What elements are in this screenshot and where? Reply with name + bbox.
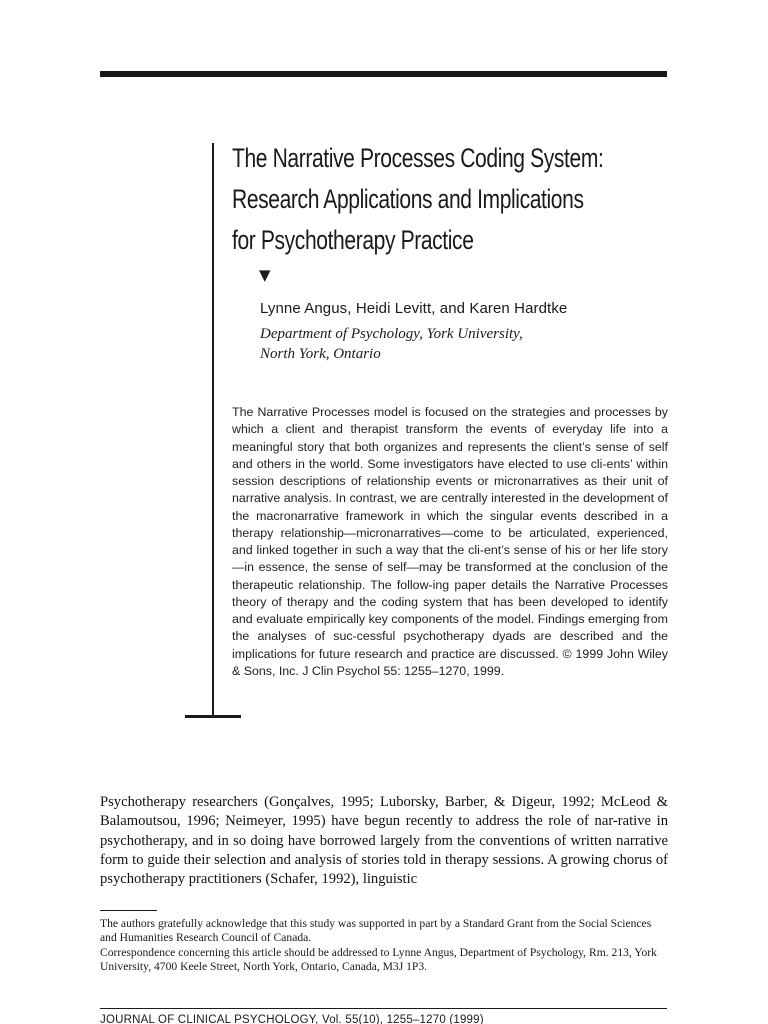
footnote-correspondence: Correspondence concerning this article should be addressed to Lynne Angus, Department of Psychology, Rm. 213, York University, 4700 Keele Street, North York, Ontario, Canada, M3J 1P3. (100, 945, 657, 973)
title-line-1: The Narrative Processes Coding System: (232, 143, 604, 173)
affiliation (260, 324, 523, 364)
footnotes (100, 917, 668, 974)
triangle-down-icon: ▼ (259, 266, 271, 284)
journal-rule (100, 1008, 667, 1009)
abstract: The Narrative Processes model is focused on the strategies and processes by which a client and therapist transform the events of everyday life into a meaningful story that both organizes and represents the client’s sense of self and others in the world. Some investigators have elected to use cli-ents’ within session descriptions of relationship events or micronarratives as their unit of narrative analysis. In contrast, we are centrally interested in the development of the macronarrative framework in which the singular events described in a therapy relationship—micronarratives—come to be articulated, experienced, and linked together in such a way that the cli-ent’s sense of his or her life story—in essence, the sense of self—may be transformed at the conclusion of the therapeutic relationship. The follow-ing paper details the Narrative Processes theory of therapy and the coding system that has been developed to identify and evaluate empirically key components of the model. Findings emerging from the analyses of suc-cessful psychotherapy dyads are described and the implications for future research and practice are discussed. © 1999 John Wiley & Sons, Inc. J Clin Psychol 55: 1255–1270, 1999. (232, 405, 668, 678)
top-rule (100, 71, 667, 77)
side-rule (212, 143, 214, 717)
footnote-acknowledgment: The authors gratefully acknowledge that this study was supported in part by a Standard Grant from the Social Sciences and Humanities Research Council of Canada. (100, 917, 652, 945)
body-paragraph: Psychotherapy researchers (Gonçalves, 1995; Luborsky, Barber, & Digeur, 1992; McLeod & Balamoutsou, 1996; Neimeyer, 1995) have begun recently to address the role of nar-rative in psychotherapy, and in so doing have borrowed largely from the conventions of written narrative form to guide their selection and analysis of stories told in therapy sessions. A growing chorus of psychotherapy practitioners (Schafer, 1992), linguistic (100, 794, 668, 888)
article-title (232, 138, 604, 261)
author-list: Lynne Angus, Heidi Levitt, and Karen Hardtke (260, 300, 568, 317)
footnote-rule (100, 910, 157, 911)
title-line-3: for Psychotherapy Practice (232, 225, 474, 255)
affiliation-line-2: North York, Ontario (260, 346, 381, 362)
affiliation-line-1: Department of Psychology, York University, (260, 326, 523, 342)
title-line-2: Research Applications and Implications (232, 184, 584, 214)
journal-citation: JOURNAL OF CLINICAL PSYCHOLOGY, Vol. 55(10), 1255–1270 (1999) (100, 1014, 484, 1024)
side-rule-foot (185, 715, 241, 718)
